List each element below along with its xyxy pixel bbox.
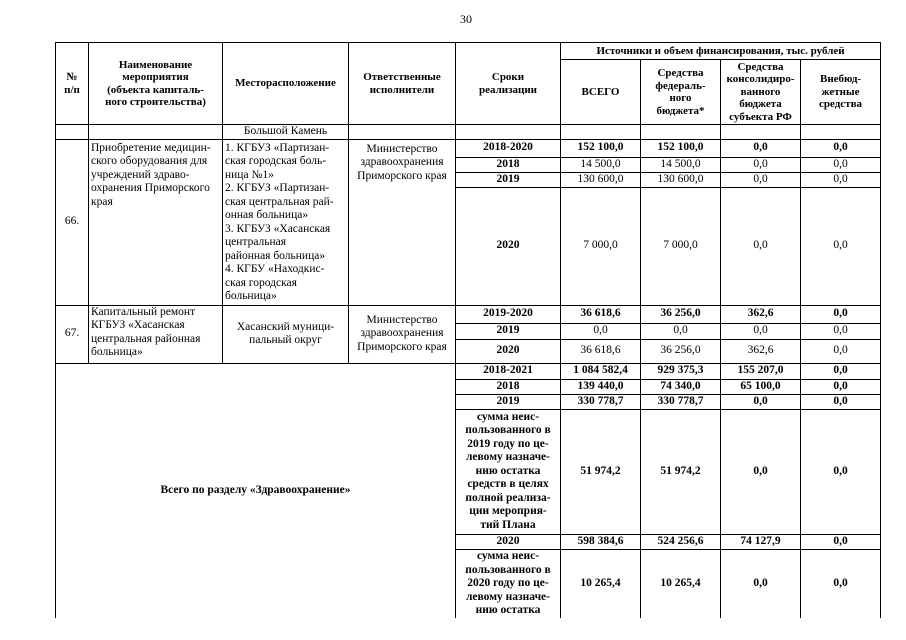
- amount-extrabudgetary: 0,0: [801, 549, 881, 618]
- period: 2019: [456, 323, 561, 339]
- amount-regional: 0,0: [721, 187, 801, 305]
- financing-table: [55, 42, 881, 618]
- amount-total: 14 500,0: [561, 157, 641, 172]
- amount-extrabudgetary: 0,0: [801, 394, 881, 409]
- period: 2019-2020: [456, 305, 561, 323]
- amount-total: 152 100,0: [561, 139, 641, 157]
- header-total: ВСЕГО: [561, 60, 641, 125]
- amount-total: 330 778,7: [561, 394, 641, 409]
- header-funding-sources: Источники и объем финансирования, тыс. рублей: [561, 43, 881, 60]
- amount-regional: 0,0: [721, 323, 801, 339]
- empty-cell: [721, 125, 801, 140]
- empty-cell: [801, 125, 881, 140]
- amount-total: 0,0: [561, 323, 641, 339]
- amount-regional: 65 100,0: [721, 379, 801, 394]
- table-row: [56, 139, 881, 157]
- amount-total: 130 600,0: [561, 172, 641, 187]
- amount-extrabudgetary: 0,0: [801, 534, 881, 549]
- amount-extrabudgetary: 0,0: [801, 172, 881, 187]
- period-unused-balance: сумма неис- пользованного в 2020 году по це- левому назначе- нию остатка: [456, 549, 561, 618]
- section-total-label: Всего по разделу «Здравоохранение»: [56, 363, 456, 618]
- empty-cell: [56, 125, 89, 140]
- continuation-row: [56, 125, 881, 140]
- period-unused-balance: сумма неис- пользованного в 2019 году по це- левому назначе- нию остатка средств в целях полной реализа- ции мероприя- тий Плана: [456, 409, 561, 534]
- total-row: [56, 363, 881, 379]
- period: 2020: [456, 187, 561, 305]
- empty-cell: [561, 125, 641, 140]
- amount-extrabudgetary: 0,0: [801, 305, 881, 323]
- amount-extrabudgetary: 0,0: [801, 139, 881, 157]
- amount-total: 10 265,4: [561, 549, 641, 618]
- period: 2018-2020: [456, 139, 561, 157]
- amount-total: 51 974,2: [561, 409, 641, 534]
- header-number: № п/п: [56, 43, 89, 125]
- amount-federal: 0,0: [641, 323, 721, 339]
- amount-regional: 0,0: [721, 409, 801, 534]
- measure-name: Приобретение медицин- ского оборудования для учреждений здраво- охранения Приморского края: [89, 139, 223, 305]
- table-row: [56, 305, 881, 323]
- header-executors: Ответственные исполнители: [349, 43, 456, 125]
- period: 2019: [456, 394, 561, 409]
- responsible-executor: Министерство здравоохранения Приморского края: [349, 305, 456, 363]
- amount-regional: 0,0: [721, 157, 801, 172]
- header-location: Месторасположение: [223, 43, 349, 125]
- row-number: 67.: [56, 305, 89, 363]
- measure-name: Капитальный ремонт КГБУЗ «Хасанская центральная районная больница»: [89, 305, 223, 363]
- period: 2018-2021: [456, 363, 561, 379]
- amount-extrabudgetary: 0,0: [801, 187, 881, 305]
- responsible-executor: Министерство здравоохранения Приморского края: [349, 139, 456, 305]
- amount-federal: 36 256,0: [641, 339, 721, 363]
- measure-location: Хасанский муници- пальный округ: [223, 305, 349, 363]
- amount-federal: 7 000,0: [641, 187, 721, 305]
- empty-cell: [641, 125, 721, 140]
- header-extrabudgetary: Внебюд- жетные средства: [801, 60, 881, 125]
- amount-regional: 155 207,0: [721, 363, 801, 379]
- amount-extrabudgetary: 0,0: [801, 323, 881, 339]
- amount-total: 139 440,0: [561, 379, 641, 394]
- measure-location: 1. КГБУЗ «Партизан- ская городская боль- ница №1» 2. КГБУЗ «Партизан- ская центральная рай- онная больница» 3. КГБУЗ «Хасанская центральная районная больница» 4. КГБУ «Находкис- ская городская больница»: [223, 139, 349, 305]
- amount-federal: 10 265,4: [641, 549, 721, 618]
- amount-regional: 0,0: [721, 394, 801, 409]
- amount-federal: 14 500,0: [641, 157, 721, 172]
- amount-regional: 74 127,9: [721, 534, 801, 549]
- header-measure-name: Наименование мероприятия (объекта капиталь- ного строительства): [89, 43, 223, 125]
- row-number: 66.: [56, 139, 89, 305]
- amount-regional: 362,6: [721, 305, 801, 323]
- amount-federal: 929 375,3: [641, 363, 721, 379]
- amount-federal: 51 974,2: [641, 409, 721, 534]
- empty-cell: [89, 125, 223, 140]
- header-row: [56, 43, 881, 60]
- empty-cell: [349, 125, 456, 140]
- amount-extrabudgetary: 0,0: [801, 157, 881, 172]
- amount-total: 7 000,0: [561, 187, 641, 305]
- period: 2018: [456, 379, 561, 394]
- amount-total: 598 384,6: [561, 534, 641, 549]
- amount-extrabudgetary: 0,0: [801, 409, 881, 534]
- period: 2018: [456, 157, 561, 172]
- empty-cell: [456, 125, 561, 140]
- amount-regional: 0,0: [721, 172, 801, 187]
- page-number: 30: [460, 12, 472, 26]
- period: 2020: [456, 534, 561, 549]
- amount-federal: 74 340,0: [641, 379, 721, 394]
- period: 2020: [456, 339, 561, 363]
- amount-extrabudgetary: 0,0: [801, 363, 881, 379]
- period: 2019: [456, 172, 561, 187]
- header-federal-budget: Средства федераль- ного бюджета*: [641, 60, 721, 125]
- amount-extrabudgetary: 0,0: [801, 379, 881, 394]
- amount-total: 36 618,6: [561, 339, 641, 363]
- amount-federal: 36 256,0: [641, 305, 721, 323]
- amount-total: 1 084 582,4: [561, 363, 641, 379]
- amount-federal: 524 256,6: [641, 534, 721, 549]
- header-regional-budget: Средства консолидиро- ванного бюджета субъекта РФ: [721, 60, 801, 125]
- continuation-location: Большой Камень: [223, 125, 349, 140]
- amount-federal: 330 778,7: [641, 394, 721, 409]
- amount-regional: 362,6: [721, 339, 801, 363]
- amount-total: 36 618,6: [561, 305, 641, 323]
- amount-extrabudgetary: 0,0: [801, 339, 881, 363]
- header-period: Сроки реализации: [456, 43, 561, 125]
- amount-regional: 0,0: [721, 139, 801, 157]
- amount-federal: 130 600,0: [641, 172, 721, 187]
- amount-federal: 152 100,0: [641, 139, 721, 157]
- amount-regional: 0,0: [721, 549, 801, 618]
